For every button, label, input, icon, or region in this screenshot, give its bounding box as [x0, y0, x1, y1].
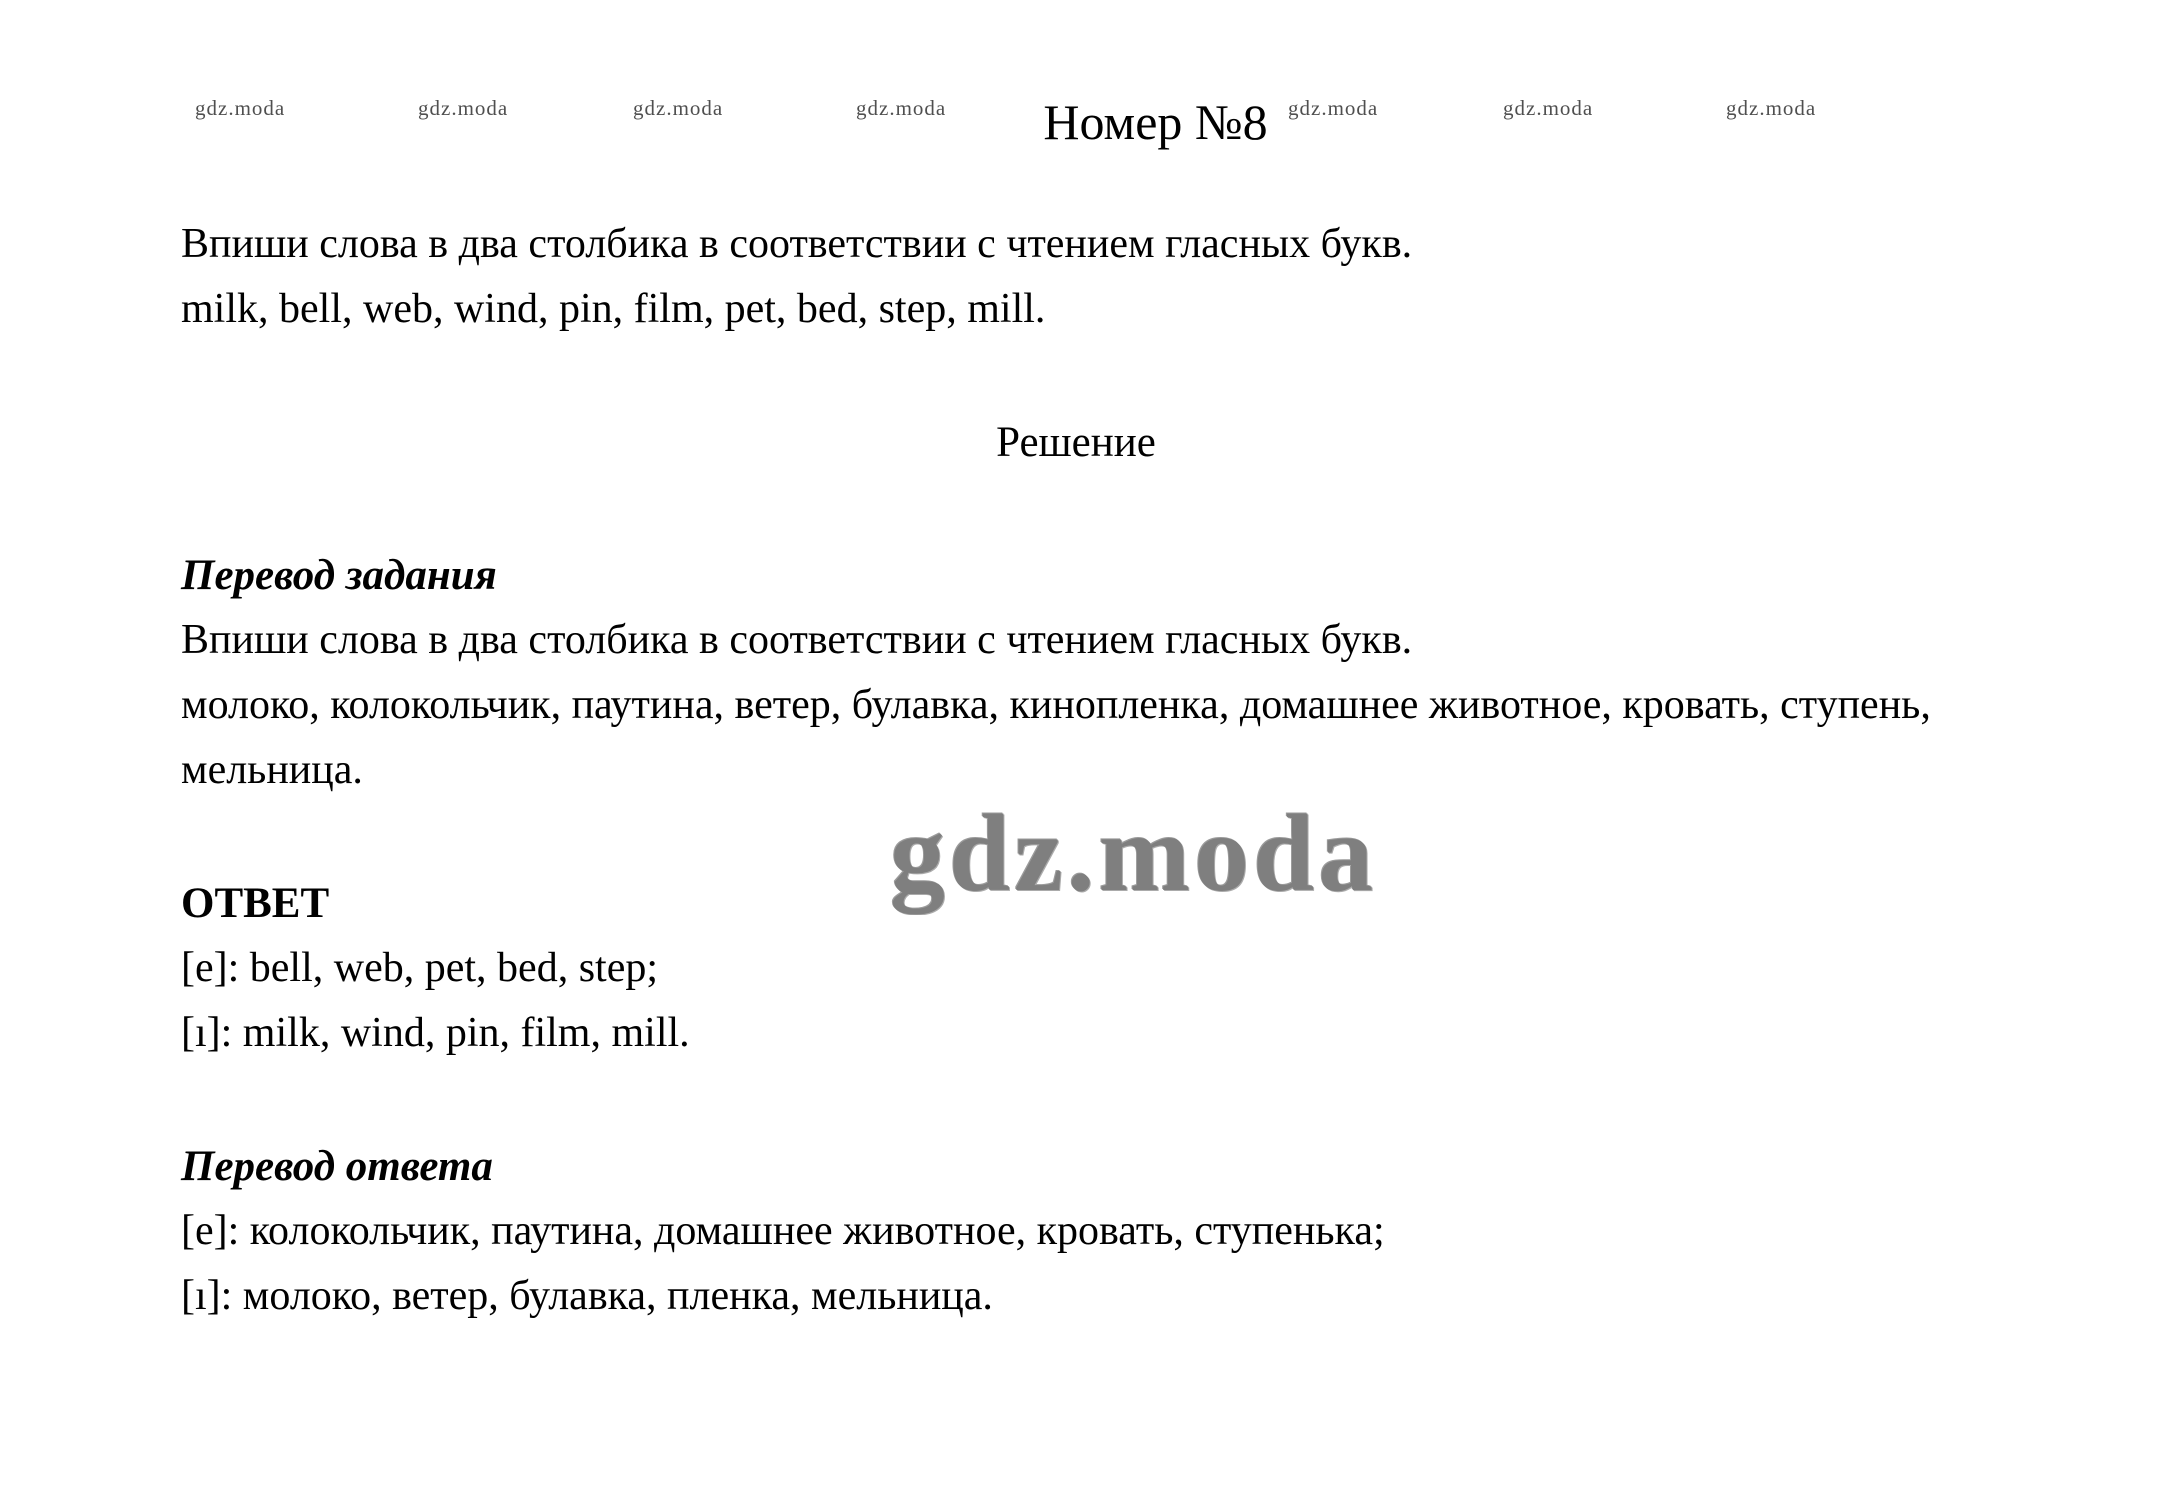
answer-heading: ОТВЕТ — [181, 880, 330, 927]
watermark-text: gdz.moda — [1503, 96, 1594, 120]
watermark-text: gdz.moda — [856, 96, 947, 120]
task-words: milk, bell, web, wind, pin, film, pet, bed, step, mill. — [181, 286, 1046, 332]
answer-translation-heading: Перевод ответа — [181, 1143, 493, 1190]
task-translation-paragraph — [181, 608, 1971, 803]
answer-translation-paragraph — [181, 1199, 1971, 1329]
watermark-text: gdz.moda — [418, 96, 509, 120]
task-paragraph — [181, 212, 1971, 342]
solution-heading: Решение — [996, 419, 1156, 466]
watermark-text: gdz.moda — [195, 96, 286, 120]
task-text: Впиши слова в два столбика в соответствии с чтением гласных букв. — [181, 221, 1413, 267]
answer-translation-e-line: [e]: колокольчик, паутина, домашнее животное, кровать, ступенька; — [181, 1208, 1385, 1254]
watermark-large: gdz.moda — [890, 792, 1378, 914]
watermark-text: gdz.moda — [1726, 96, 1817, 120]
page-title: Номер №8 — [1043, 94, 1268, 150]
answer-paragraph — [181, 936, 1971, 1066]
task-translation-text: Впиши слова в два столбика в соответствии с чтением гласных букв. — [181, 617, 1413, 663]
answer-e-line: [e]: bell, web, pet, bed, step; — [181, 945, 659, 991]
watermark-text: gdz.moda — [633, 96, 724, 120]
answer-i-line: [ı]: milk, wind, pin, film, mill. — [181, 1010, 690, 1056]
answer-translation-i-line: [ı]: молоко, ветер, булавка, пленка, мельница. — [181, 1273, 993, 1319]
watermark-text: gdz.moda — [1288, 96, 1379, 120]
document-content — [181, 212, 1971, 1329]
task-translation-heading: Перевод задания — [181, 552, 497, 599]
task-translation-words: молоко, колокольчик, паутина, ветер, булавка, кинопленка, домашнее животное, кровать, ступень, мельница. — [181, 682, 1931, 793]
